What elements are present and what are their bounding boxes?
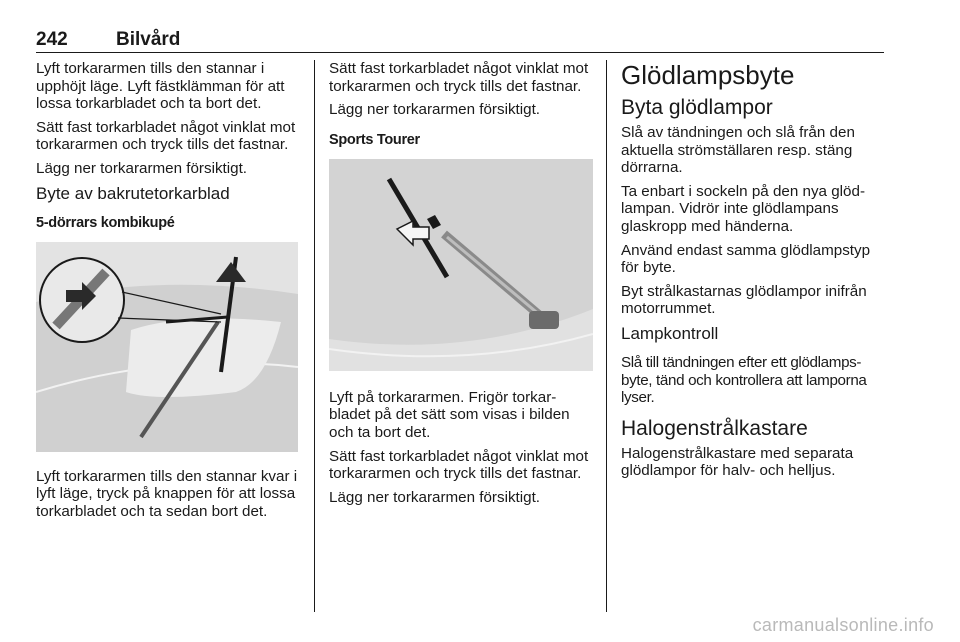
- page-header: [36, 26, 884, 53]
- page-number: 242: [36, 29, 68, 50]
- paragraph: Lyft på torkararmen. Frigör torkar-bladet på det sätt som visas i bilden och ta bort det.: [329, 388, 570, 441]
- paragraph: Lägg ner torkararmen försiktigt.: [36, 159, 248, 177]
- model-subheading: Sports Tourer: [329, 131, 420, 148]
- column-1: [36, 60, 298, 526]
- model-subheading: 5-dörrars kombikupé: [36, 214, 175, 231]
- subsection-title: Byta glödlampor: [621, 96, 773, 119]
- paragraph: Byt strålkastarnas glödlampor inifrån motorrummet.: [621, 282, 867, 318]
- paragraph: Ta enbart i sockeln på den nya glöd-lampan. Vidrör inte glödlampans glaskropp med händerna.: [621, 182, 865, 235]
- paragraph: Lyft torkararmen tills den stannar i upphöjt läge. Lyft fästklämman för att lossa torkarbladet och ta bort det.: [36, 60, 285, 113]
- wiper-illustration-sports-tourer: [329, 159, 593, 371]
- paragraph: Lägg ner torkararmen försiktigt.: [329, 488, 541, 506]
- paragraph: Lyft torkararmen tills den stannar kvar i lyft läge, tryck på knappen för att lossa torkarbladet och ta sedan bort det.: [36, 467, 298, 520]
- paragraph: Sätt fast torkarbladet något vinklat mot torkararmen och tryck tills det fastnar.: [329, 447, 589, 483]
- paragraph: Slå till tändningen efter ett glödlamps-byte, tänd och kontrollera att lamporna lyser.: [621, 353, 867, 407]
- section-heading: Lampkontroll: [621, 323, 719, 343]
- column-3: [621, 60, 891, 486]
- paragraph: Slå av tändningen och slå från den aktuella strömställaren resp. stäng dörrarna.: [621, 124, 855, 177]
- subsection-title: Halogenstrålkastare: [621, 416, 808, 440]
- paragraph: Sätt fast torkarbladet något vinklat mot torkararmen och tryck tills det fastnar.: [329, 60, 589, 95]
- column-divider: [606, 60, 607, 612]
- watermark: carmanualsonline.info: [752, 615, 934, 635]
- section-heading: Byte av bakrutetorkarblad: [36, 183, 230, 203]
- paragraph: Sätt fast torkarbladet något vinklat mot torkararmen och tryck tills det fastnar.: [36, 118, 296, 154]
- section-title: Bilvård: [116, 29, 181, 50]
- paragraph: Halogenstrålkastare med separata glödlampor för halv- och helljus.: [621, 444, 854, 480]
- column-divider: [314, 60, 315, 612]
- chapter-title: Glödlampsbyte: [621, 60, 795, 90]
- wiper-illustration-hatchback: [36, 242, 298, 452]
- paragraph: Använd endast samma glödlampstyp för byte.: [621, 241, 871, 277]
- paragraph: Lägg ner torkararmen försiktigt.: [329, 101, 541, 119]
- column-2: [329, 60, 593, 512]
